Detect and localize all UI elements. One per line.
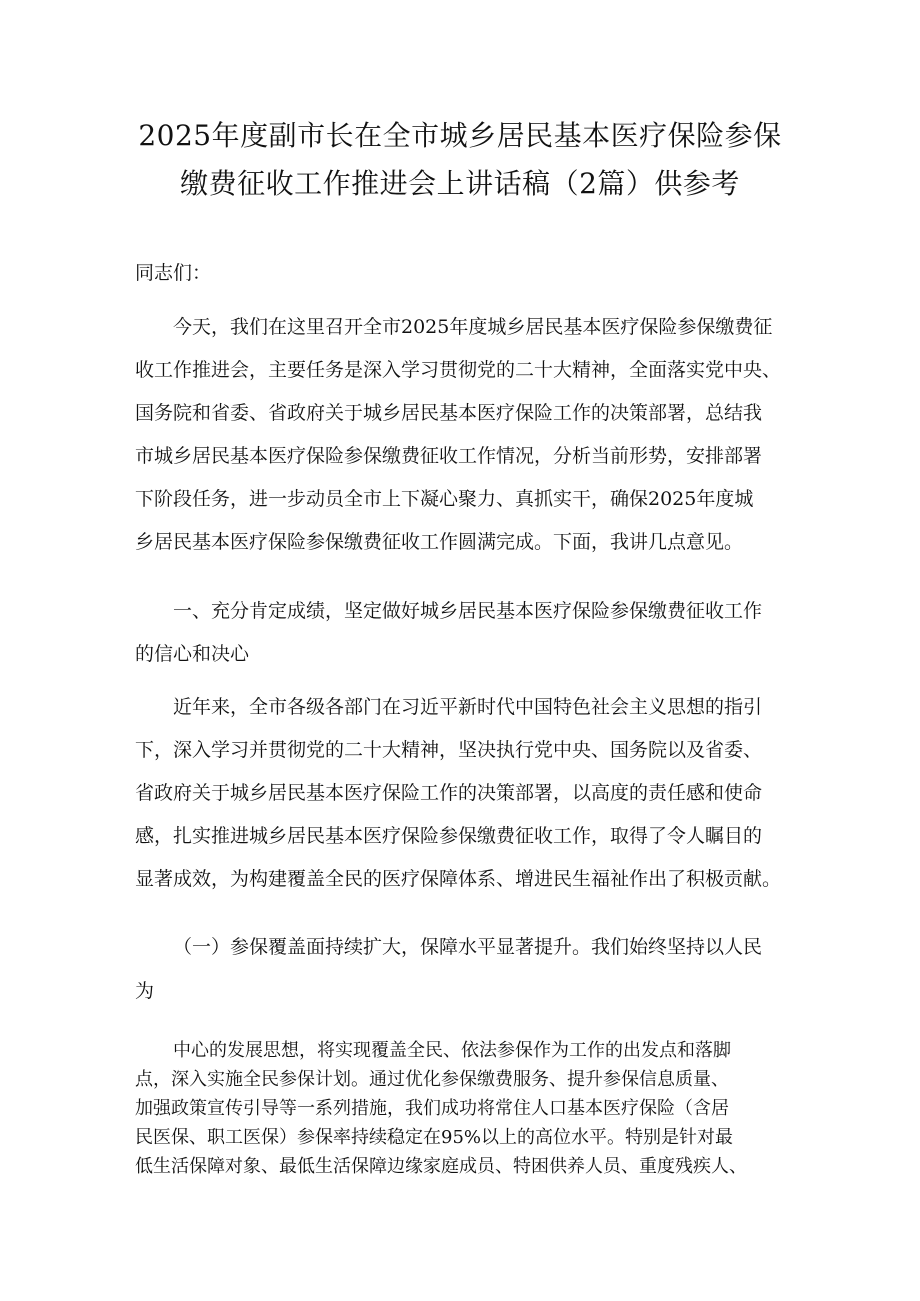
text-line: 收工作推进会，主要任务是深入学习贯彻党的二十大精神，全面落实党中央、 <box>135 359 782 381</box>
title-line-2: 缴费征收工作推进会上讲话稿（2篇）供参考 <box>180 167 740 200</box>
text-line: 民医保、职工医保）参保率持续稳定在95%以上的高位水平。特别是针对最 <box>135 1127 734 1148</box>
text-line: 为 <box>135 980 155 1002</box>
document-title <box>60 112 860 208</box>
salutation: 同志们： <box>135 262 212 284</box>
text-line: 国务院和省委、省政府关于城乡居民基本医疗保险工作的决策部署，总结我 <box>135 402 763 424</box>
text-line: 点，深入实施全民参保计划。通过优化参保缴费服务、提升参保信息质量、 <box>135 1069 729 1090</box>
text-line: （一）参保覆盖面持续扩大，保障水平显著提升。我们始终坚持以人民 <box>173 936 763 958</box>
paragraph-5 <box>135 1036 795 1181</box>
text-line: 中心的发展思想，将实现覆盖全民、依法参保作为工作的出发点和落脚 <box>173 1040 731 1061</box>
text-line: 的信心和决心 <box>135 643 250 665</box>
text-line: 下，深入学习并贯彻党的二十大精神，坚决执行党中央、国务院以及省委、 <box>135 739 763 761</box>
text-line: 加强政策宣传引导等一系列措施，我们成功将常住人口基本医疗保险（含居 <box>135 1098 729 1119</box>
text-line: 感，扎实推进城乡居民基本医疗保险参保缴费征收工作，取得了令人瞩目的 <box>135 825 763 847</box>
text-line: 近年来，全市各级各部门在习近平新时代中国特色社会主义思想的指引 <box>173 696 763 718</box>
title-line-1: 2025年度副市长在全市城乡居民基本医疗保险参保 <box>138 119 782 152</box>
paragraph-3 <box>135 686 795 901</box>
text-line: 低生活保障对象、最低生活保障边缘家庭成员、特困供养人员、重度残疾人、 <box>135 1156 747 1177</box>
text-line: 乡居民基本医疗保险参保缴费征收工作圆满完成。下面，我讲几点意见。 <box>135 531 744 553</box>
text-line: 显著成效，为构建覆盖全民的医疗保障体系、增进民生福祉作出了积极贡献。 <box>135 868 782 890</box>
text-line: 一、充分肯定成绩，坚定做好城乡居民基本医疗保险参保缴费征收工作 <box>173 600 763 622</box>
text-line: 市城乡居民基本医疗保险参保缴费征收工作情况，分析当前形势，安排部署 <box>135 445 763 467</box>
paragraph-1 <box>135 306 795 564</box>
section-heading-1 <box>135 590 795 676</box>
text-line: 省政府关于城乡居民基本医疗保险工作的决策部署，以高度的责任感和使命 <box>135 782 763 804</box>
subsection-heading-1 <box>135 925 795 1013</box>
text-line: 今天，我们在这里召开全市2025年度城乡居民基本医疗保险参保缴费征 <box>173 316 773 338</box>
text-line: 下阶段任务，进一步动员全市上下凝心聚力、真抓实干，确保2025年度城 <box>135 488 754 510</box>
